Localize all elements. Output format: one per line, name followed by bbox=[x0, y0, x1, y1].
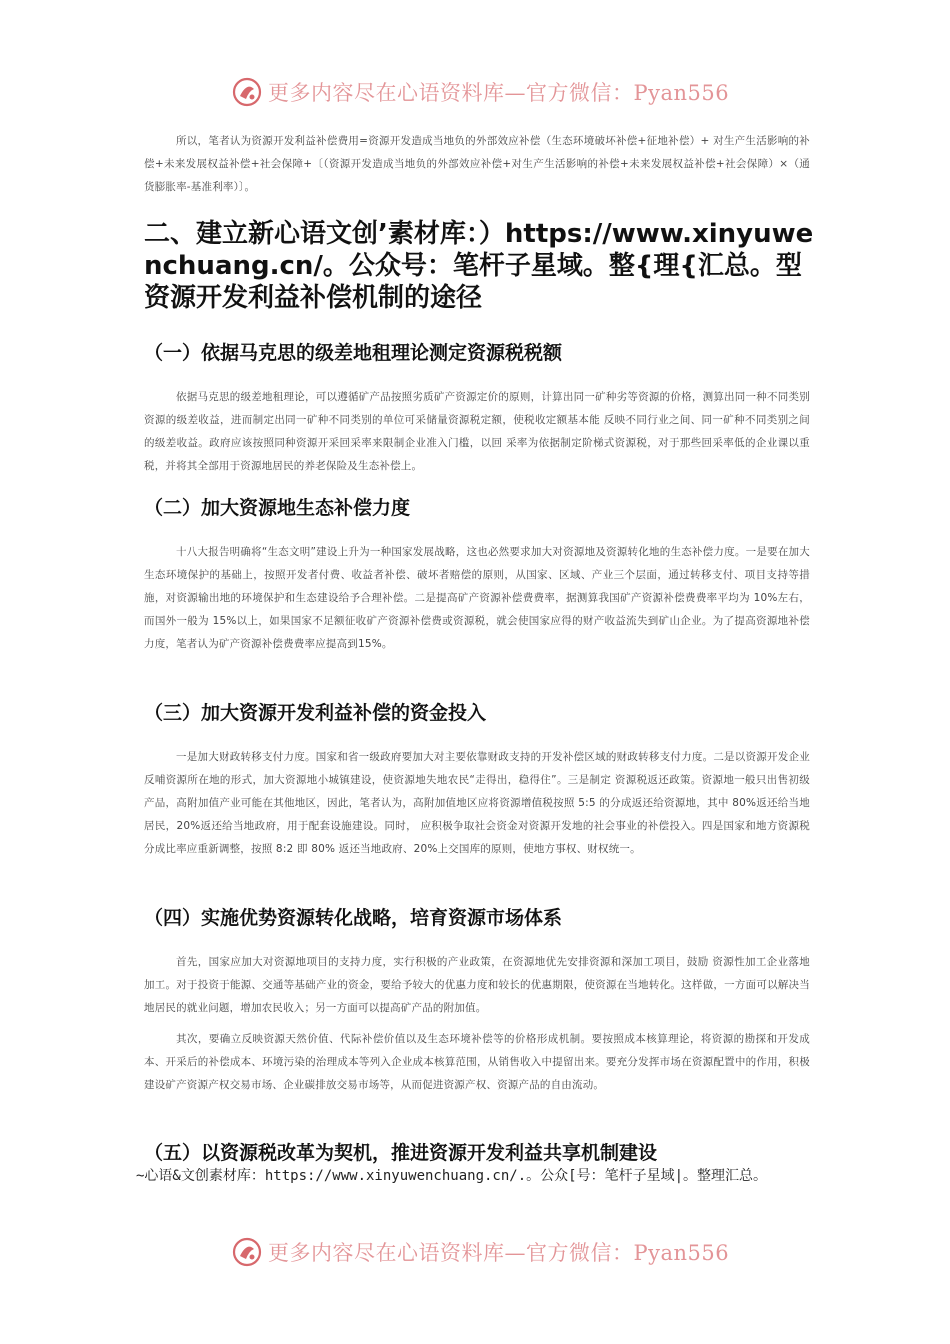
paragraph: 首先，国家应加大对资源地项目的支持力度，实行积极的产业政策，在资源地优先安排资源和深加工项目，鼓励 资源性加工企业落地加工。对于投资于能源、交通等基础产业的资金，要给予较大的优惠力度和较长的优惠期限，使资源在当地转化。这样做，一方面可以解决当地居民的就业问题，增加农民收入；另一方面可以提高矿产品的附加值。 bbox=[144, 956, 810, 1014]
subsection-title-3: （三）加大资源开发利益补偿的资金投入 bbox=[144, 702, 487, 724]
intro-paragraph: 所以，笔者认为资源开发利益补偿费用=资源开发造成当地负的外部效应补偿（生态环境破坏补偿+征地补偿）+ 对生产生活影响的补偿+未来发展权益补偿+社会保障+〔（资源开发造成当地负的外部效应补偿+对生产生活影响的补偿+未来发展权益补偿+社会保障）×（通货膨胀率-基准利率）〕。 bbox=[144, 135, 810, 193]
subsection-title-2: （二）加大资源地生态补偿力度 bbox=[144, 497, 411, 519]
banner-text: 更多内容尽在心语资料库—官方微信：Pyan556 bbox=[268, 1241, 730, 1265]
footer-note: ~心语&文创素材库：https://www.xinyuwenchuang.cn/.。公众[号：笔杆子星域|。整理汇总。 bbox=[136, 1168, 768, 1184]
subsection-title-1: （一）依据马克思的级差地租理论测定资源税税额 bbox=[144, 342, 563, 364]
paragraph: 十八大报告明确将“生态文明”建设上升为一种国家发展战略，这也必然要求加大对资源地及资源转化地的生态补偿力度。一是要在加大生态环境保护的基础上，按照开发者付费、收益者补偿、破坏者赔偿的原则，从国家、区域、产业三个层面，通过转移支付、项目支持等措施，对资源输出地的环境保护和生态建设给予合理补偿。二是提高矿产资源补偿费费率，据测算我国矿产资源补偿费费率平均为 10%左右，而国外一般为 15%以上，如果国家不足额征收矿产资源补偿费或资源税，就会使国家应得的财产收益流失到矿山企业。为了提高资源地补偿力度，笔者认为矿产资源补偿费费率应提高到15%。 bbox=[144, 546, 810, 650]
paragraph: 依据马克思的级差地租理论，可以遵循矿产品按照劣质矿产资源定价的原则，计算出同一矿种劣等资源的价格，测算出同一种不同类别资源的级差收益，进而制定出同一矿种不同类别的单位可采储量资源税定额，使税收定额基本能 反映不同行业之间、同一矿种不同类别之间的级差收益。政府应该按照同种资源开采回采率来限制企业准入门槛，以回 采率为依据制定阶梯式资源税，对于那些回采率低的企业课以重税，并将其全部用于资源地居民的养老保险及生态补偿上。 bbox=[144, 391, 810, 472]
banner-text: 更多内容尽在心语资料库—官方微信：Pyan556 bbox=[268, 81, 730, 105]
paragraph: 一是加大财政转移支付力度。国家和省一级政府要加大对主要依靠财政支持的开发补偿区域的财政转移支付力度。二是以资源开发企业反哺资源所在地的形式，加大资源地小城镇建设，使资源地失地农民“走得出，稳得住”。三是制定 资源税返还政策。资源地一般只出售初级产品，高附加值产业可能在其他地区，因此，笔者认为，高附加值地区应将资源增值税按照 5:5 的分成返还给资源地，其中 80%返还给当地居民，20%返还给当地政府，用于配套设施建设。同时， 应积极争取社会资金对资源开发地的社会事业的补偿投入。四是国家和地方资源税分成比率应重新调整，按照 8:2 即 80% 返还当地政府、20%上交国库的原则，使地方事权、财权统一。 bbox=[144, 751, 810, 855]
header-banner bbox=[232, 74, 732, 110]
subsection-title-4: （四）实施优势资源转化战略，培育资源市场体系 bbox=[144, 907, 563, 929]
section-title: 二、建立新心语文创’素材库：）https://www.xinyuwenchuang.cn/。公众号：笔杆子星域。整{理{汇总。型资源开发利益补偿机制的途径 bbox=[144, 219, 814, 313]
subsection-title-5: （五）以资源税改革为契机，推进资源开发利益共享机制建设 bbox=[144, 1142, 658, 1164]
brand-logo-icon bbox=[232, 1237, 262, 1267]
paragraph: 其次，要确立反映资源天然价值、代际补偿价值以及生态环境补偿等的价格形成机制。要按照成本核算理论，将资源的勘探和开发成本、开采后的补偿成本、环境污染的治理成本等列入企业成本核算范围，从销售收入中提留出来。要充分发挥市场在资源配置中的作用，积极建设矿产资源产权交易市场、企业碳排放交易市场等，从而促进资源产权、资源产品的自由流动。 bbox=[144, 1033, 810, 1091]
brand-logo-icon bbox=[232, 77, 262, 107]
footer-banner bbox=[232, 1234, 732, 1270]
